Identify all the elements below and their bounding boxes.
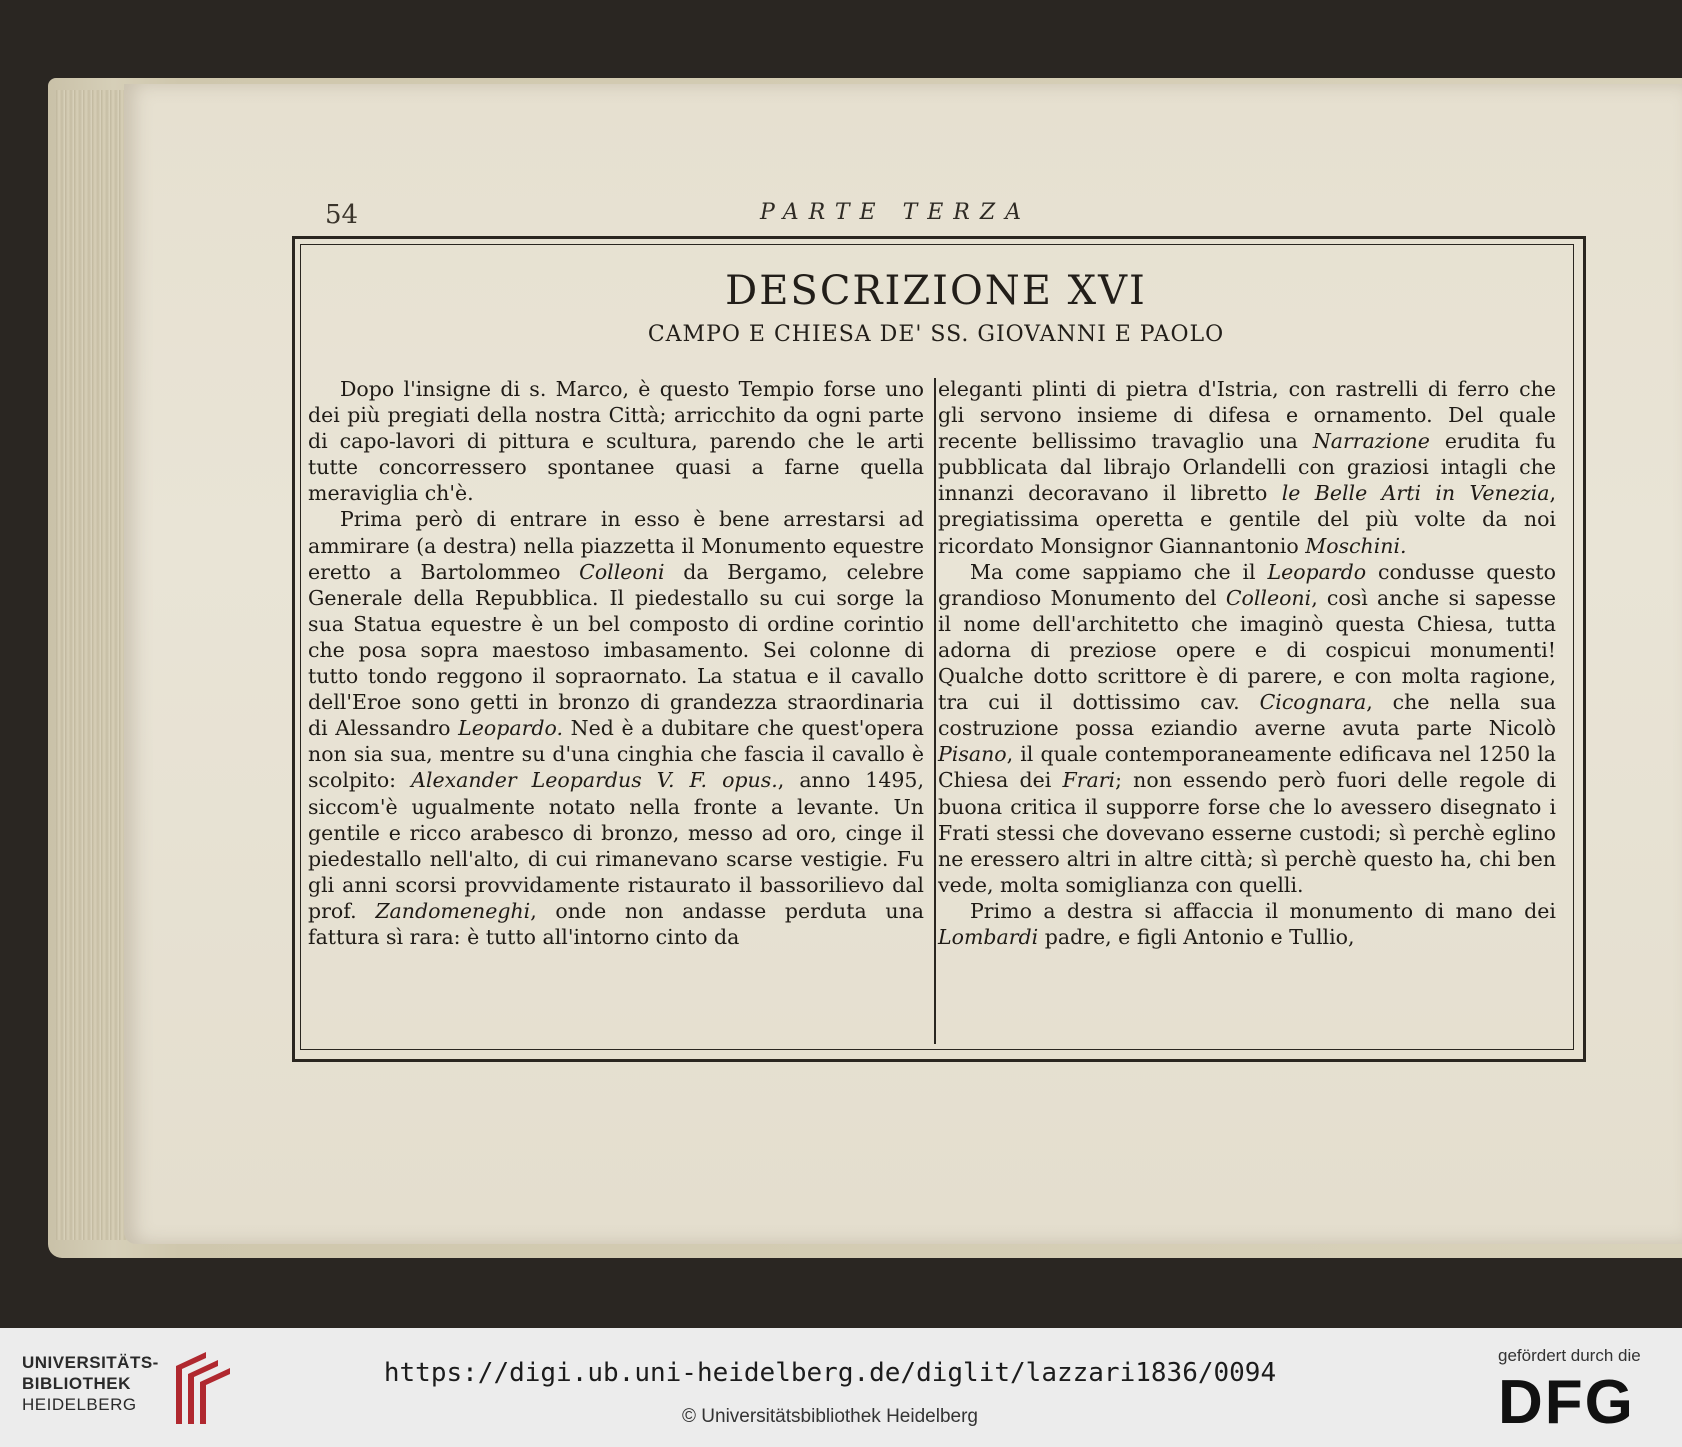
text-run: erudita fu pubblicata dal librajo Orlandelli con graziosi intagli che innanzi decoravano il libretto xyxy=(938,429,1556,506)
left-paragraph-2 xyxy=(308,506,924,950)
italic-title: le Belle Arti in Venezia xyxy=(1281,481,1550,506)
text-run: ; non essendo però fuori delle regole di buona critica il supporre forse che lo avessero disegnato i Frati stessi che dovevano esserne custodi; sì perchè eglino ne eressero altri in altre città; sì perchè questo ha, chi ben vede, molta somiglianza con quelli. xyxy=(938,768,1556,897)
column-divider xyxy=(934,378,936,1044)
right-paragraph-2 xyxy=(938,559,1556,898)
text-run: , pregiatissima operetta e gentile del più volte da noi ricordato Monsignor Giannantonio xyxy=(938,481,1556,558)
page-number: 54 xyxy=(325,200,359,230)
footer-bar xyxy=(0,1328,1682,1447)
italic-name: Moschini. xyxy=(1305,533,1407,558)
left-column xyxy=(308,376,924,950)
text-run: Primo a destra si affaccia il monumento di mano dei xyxy=(970,898,1556,923)
left-paragraph-1: Dopo l'insigne di s. Marco, è questo Tempio forse uno dei più pregiati della nostra Città; arricchito da ogni parte di capo-lavori di pittura e scultura, parendo che le arti tutte concorressero spontanee quasi a farne quella meraviglia ch'è. xyxy=(308,377,924,506)
italic-title: Narrazione xyxy=(1312,429,1430,454)
text-run: eleganti plinti di pietra d'Istria, con rastrelli di ferro che gli servono insieme di difesa e ornamento. Del quale recente bellissimo travaglio una xyxy=(938,377,1556,454)
text-run: , anno 1495, siccom'è ugualmente notato nella fronte a levante. Un gentile e ricco arabesco di bronzo, messo ad oro, cinge il piedestallo nell'alto, di cui rimanevano scarse vestigie. Fu gli anni scorsi provvidamente ristaurato il bassorilievo dal prof. xyxy=(308,768,924,923)
text-run: Ned è a dubitare che quest'opera non sia sua, mentre su d'una cinghia che fascia il cavallo è scolpito: xyxy=(308,716,924,793)
italic-name: Cicognara xyxy=(1259,690,1367,715)
text-run: , che nella sua costruzione possa eziandio averne avuta parte Nicolò xyxy=(938,690,1556,741)
italic-name: Lombardi xyxy=(938,924,1039,949)
italic-name: Leopardo xyxy=(1267,559,1367,584)
italic-name: Colleoni xyxy=(579,559,665,584)
library-logo-icon xyxy=(168,1348,234,1428)
funder-caption: gefördert durch die xyxy=(1498,1346,1641,1365)
library-name-line1: UNIVERSITÄTS- xyxy=(22,1353,159,1372)
italic-name: Colleoni xyxy=(1225,585,1312,610)
text-run: , così anche si sapesse il nome dell'architetto che imaginò questa Chiesa, tutta adorna di preziose opere e di cospicui monumenti! Qualche dotto scrittore è di parere, e con molta ragione, tra cui il dottissimo cav. xyxy=(938,585,1556,715)
text-run: Prima però di entrare in esso è bene arrestarsi ad ammirare (a destra) nella piazzetta il Monumento equestre eretto a Bartolommeo xyxy=(308,507,924,584)
permalink-url[interactable]: https://digi.ub.uni-heidelberg.de/diglit/lazzari1836/0094 xyxy=(383,1358,1277,1388)
copyright-notice: © Universitätsbibliothek Heidelberg xyxy=(682,1406,978,1427)
library-name-line2: BIBLIOTHEK xyxy=(22,1374,131,1393)
library-logo-text[interactable] xyxy=(22,1352,182,1415)
text-run: , onde non andasse perduta una fattura sì rara: è tutto all'intorno cinto da xyxy=(308,898,925,949)
right-paragraph-1 xyxy=(938,376,1556,559)
right-column xyxy=(938,376,1556,950)
chapter-title: DESCRIZIONE XVI xyxy=(725,268,1147,314)
italic-inscription: Alexander Leopardus V. F. opus. xyxy=(411,768,778,793)
text-run: , il quale contemporaneamente edificava nel 1250 la Chiesa dei xyxy=(938,742,1556,793)
running-head: PARTE TERZA xyxy=(760,200,1032,225)
text-run: Ma come sappiamo che il xyxy=(970,559,1268,584)
right-paragraph-3 xyxy=(938,898,1556,950)
italic-name: Pisano xyxy=(938,742,1007,767)
library-name-line3: HEIDELBERG xyxy=(22,1395,137,1414)
text-run: padre, e figli Antonio e Tullio, xyxy=(1038,924,1355,949)
italic-name: Leopardo. xyxy=(458,716,564,741)
text-run: condusse questo grandioso Monumento del xyxy=(938,559,1556,610)
italic-name: Zandomeneghi xyxy=(375,898,531,923)
chapter-subtitle: CAMPO E CHIESA DE' SS. GIOVANNI E PAOLO xyxy=(647,322,1225,347)
italic-name: Frari xyxy=(1062,768,1116,793)
text-run: da Bergamo, celebre Generale della Repubblica. Il piedestallo su cui sorge la sua Statua equestre è un bel composto di ordine corintio che posa sopra maestoso imbasamento. Sei colonne di tutto tondo reggono il sopraornato. La statua e il cavallo dell'Eroe sono getti in bronzo di grandezza straordinaria di Alessandro xyxy=(308,559,924,741)
dfg-logo[interactable]: DFG xyxy=(1498,1368,1635,1437)
